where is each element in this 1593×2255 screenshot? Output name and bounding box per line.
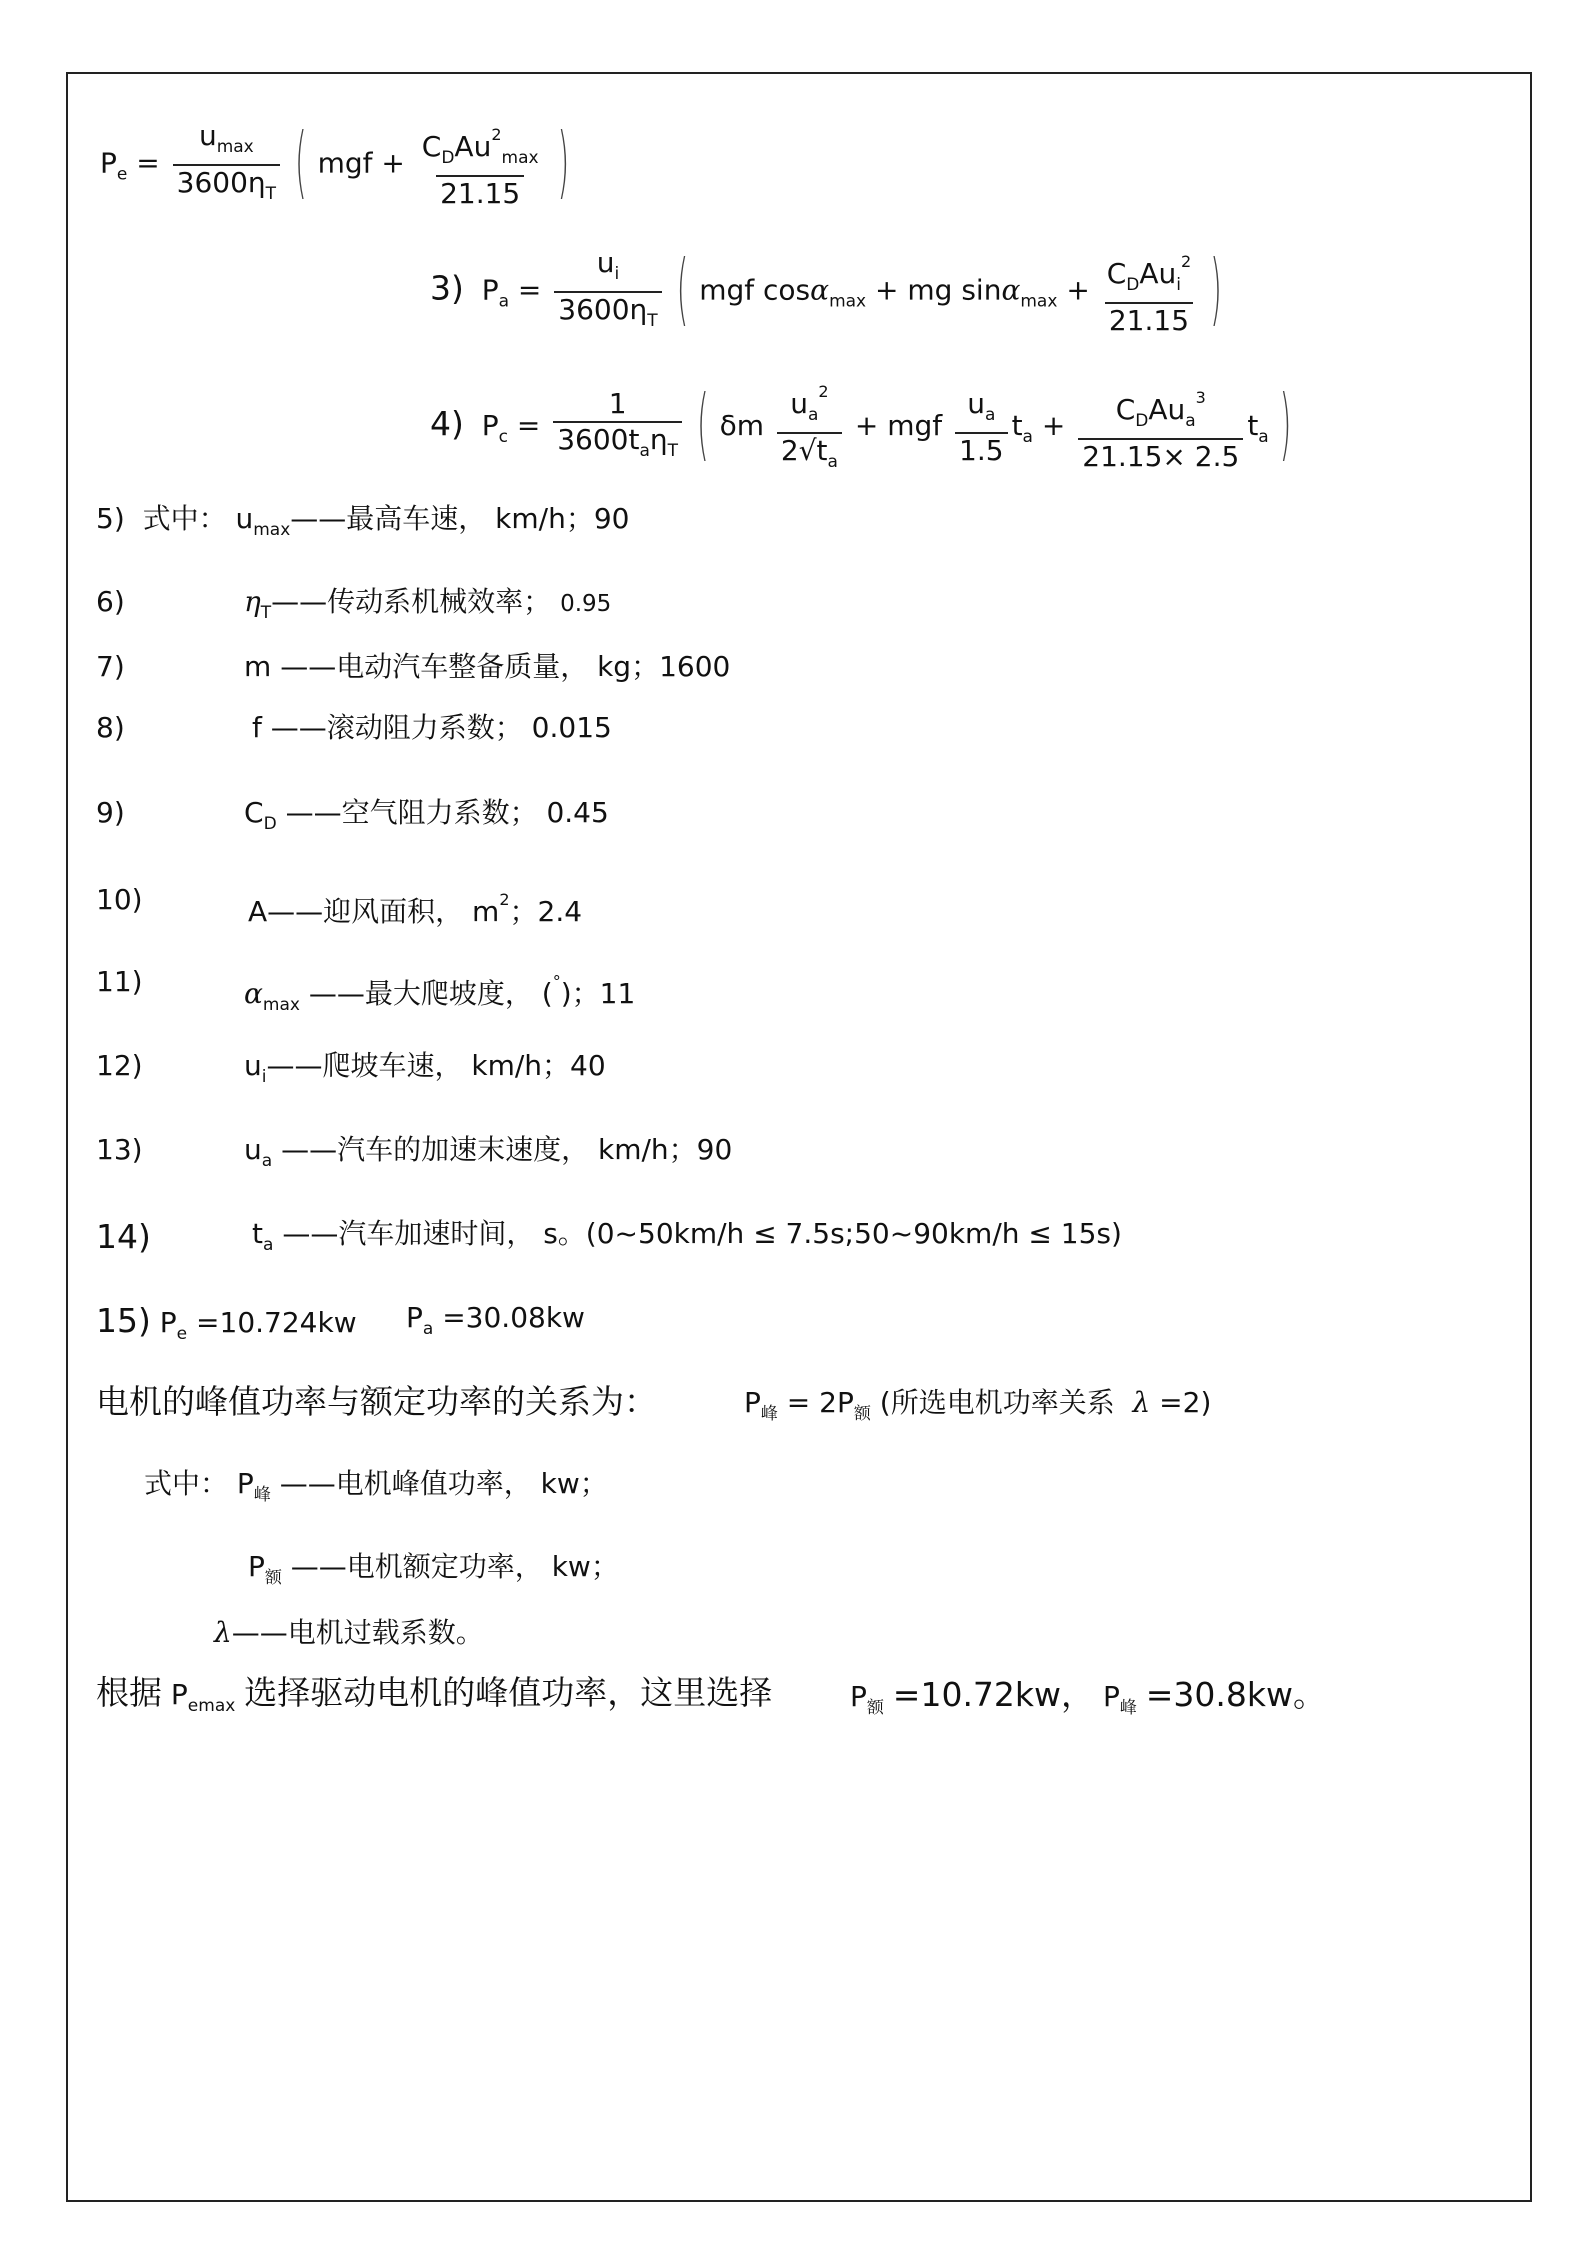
result-15: 15) $P_e =10.724kw$ $P_a =30.08kw$ (96, 1301, 585, 1344)
item-13: 13) $u_a$ ——汽车的加速末速度， km/h；90 (96, 1133, 733, 1171)
equation-pc: 4) $P_c$ = $\frac{1}{3600t_a\eta_T}$ ( δm $\frac{u_a^2}{2√t_a}$ + mgf $\frac{u_a}{1.5}$ $t_a$ + $\frac{C_DAu_a^3}{21.15\times 2.5}$ $t_a$ ) (430, 375, 1293, 479)
relation-line: 电机的峰值功率与额定功率的关系为： $P_峰 = 2P_额$ (所选电机功率关系 λ =2) (96, 1382, 1212, 1424)
def-rated-power: $P_额$ ——电机额定功率， kw； (248, 1550, 619, 1588)
item-6: 6) $\eta_T——$传动系机械效率； 0.95 (96, 585, 612, 623)
conclusion: 根据 $P_{emax}$ 选择驱动电机的峰值功率，这里选择 $P_额 =10.72kw$， $P_峰 =30.8kw$。 (96, 1673, 1326, 1718)
item-10: 10) A——迎风面积， $m^2$；2.4 (96, 883, 583, 928)
item-11: 11) $\alpha_{max}$ ——最大爬坡度， (°)；11 (96, 965, 636, 1015)
item-14: 14) $t_a$ ——汽车加速时间， s。(0~50km/h ≤ 7.5s;50~90km/h ≤ 15s) (96, 1217, 1122, 1256)
def-peak-power: 式中： $P_峰$ ——电机峰值功率， kw； (144, 1467, 608, 1505)
item-9: 9) $C_D$ ——空气阻力系数； 0.45 (96, 796, 609, 834)
item-12: 12) $u_i——$爬坡车速， km/h；40 (96, 1049, 606, 1087)
equation-pe: $P_e$ = $\frac{u_{max}}{3600\eta_T}$ ( mgf + $\frac{C_DAu^2_{max}}{21.15}$ ) (100, 117, 570, 210)
def-overload-factor: λ——电机过载系数。 (214, 1616, 484, 1649)
item-8: 8) f ——滚动阻力系数； 0.015 (96, 711, 612, 744)
item-5: 5) 式中： $u_{max}——$最高车速， km/h；90 (96, 502, 630, 540)
equation-pa: 3) $P_a$ = $\frac{u_i}{3600\eta_T}$ ( mgf cosα$_{max}$ + mg sinα$_{max}$ + $\frac{C_DAu_i^2}{21.15}$ ) (430, 244, 1222, 337)
item-7: 7) m ——电动汽车整备质量， kg；1600 (96, 650, 731, 683)
